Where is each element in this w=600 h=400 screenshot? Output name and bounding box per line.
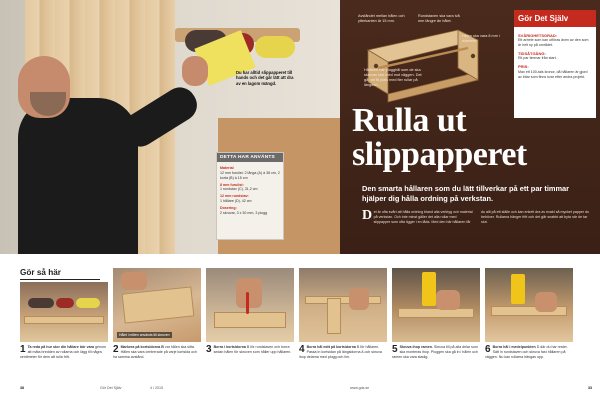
step-6	[485, 268, 573, 360]
gds-title: Gör Det Själv	[514, 10, 596, 27]
step-4	[299, 268, 387, 360]
step-number: 3	[206, 344, 212, 355]
footer-magazine: Gör Det Själv	[100, 386, 122, 390]
man-figure	[18, 98, 138, 254]
step-1-photo	[20, 282, 108, 342]
step-number: 1	[20, 344, 26, 355]
step-title: Borra hål i medelpunkten	[492, 345, 536, 349]
step-number: 4	[299, 344, 305, 355]
step-title: Skruva ihop ramen.	[399, 345, 433, 349]
step-number: 5	[392, 344, 398, 355]
rundstav2-text: 1 hållare (D), 42 cm	[220, 199, 252, 204]
hand	[236, 278, 262, 308]
step-number: 6	[485, 344, 491, 355]
step-2	[113, 268, 201, 360]
subheading: Den smarta hållaren som du lätt tillverkar på ett par timmar hjälper dig hålla ordning på verkstan.	[362, 184, 570, 203]
roll	[28, 298, 54, 308]
diagram-note: Rundstaven ska vara två mm längre än hålet.	[418, 14, 460, 23]
footer-url: www.gds.se	[350, 386, 370, 390]
hero-photo	[0, 0, 340, 254]
intro-text	[362, 210, 592, 225]
roll	[76, 298, 100, 308]
pencil	[246, 292, 249, 314]
diagram-note: Avståndet mellan hålen och ytterkanten är 15 mm.	[358, 14, 405, 23]
steps-heading: Gör så här	[20, 268, 61, 277]
headline-line-1: Rulla ut	[352, 102, 467, 139]
roll	[56, 298, 74, 308]
time-label: TIDSÅTGÅNG:	[518, 51, 546, 57]
difficulty-label: SVÅRIGHETSGRAD:	[518, 33, 558, 38]
photo-callout: Du har alltid slippapperet till hands och det går lätt att dra av en lagom mängd.	[236, 70, 294, 86]
step-number: 2	[113, 344, 119, 355]
hand	[436, 290, 460, 310]
material-label: Material	[220, 166, 234, 170]
left-page-number: 38	[20, 386, 24, 390]
footer-issue: 4 / 2015	[150, 386, 163, 390]
rundstav-label: 8 mm furulist:	[220, 182, 244, 187]
step-body: B för hållaren. Passa in kortsidan på längsidorna A och skruva ihop delarna med plugg och lim.	[299, 345, 382, 359]
dosering-text: 2 skruvar, 3 x 30 mm, 3 plugg	[220, 210, 268, 215]
wood-plank	[305, 296, 381, 304]
step-1	[20, 268, 108, 360]
time-text: Ett par timmar från start.	[518, 56, 557, 61]
step-4-photo	[299, 268, 387, 342]
diagram-note: Hålen ska vara 8 mm i diameter.	[462, 34, 500, 43]
hand	[121, 272, 147, 290]
step-body: genom att mäta bredden av rullarna och lägg till några centimeter för dem att rulla fritt.	[20, 345, 106, 359]
drill	[511, 274, 525, 304]
headline	[352, 104, 597, 172]
wood-plank	[214, 312, 286, 328]
wood-plank	[327, 298, 341, 334]
step-body: Skruva till på alla delar som ska monteras ihop. Pluggen ska gå in i hålen och ramen ska vara stadig.	[392, 345, 478, 359]
diagram-note: Hållaren har plugghål som de ska skruvas fast med mot väggen. Det går att få plats med fler rullar på längden.	[364, 68, 422, 87]
man-hand	[182, 56, 208, 86]
dosering-label: Dosering:	[220, 205, 237, 210]
step-5	[392, 268, 480, 360]
step-5-photo	[392, 268, 480, 342]
step-title: Borra hål mitt på kortsidorna	[306, 345, 356, 349]
step-3	[206, 268, 294, 355]
wood-plank	[122, 286, 195, 323]
hand	[349, 288, 369, 310]
hand	[535, 292, 557, 312]
wood-plank	[398, 308, 474, 318]
step-title: Markera på kortsidorna B	[120, 345, 164, 349]
diagram-hole	[471, 54, 475, 58]
step-body: D där du har rester. Sätt in rundstaven och skruva fast hållaren på väggen. Nu kan rullarna hängas upp.	[485, 345, 568, 359]
photo-caption: Hålet i mitten används till skruven	[119, 333, 170, 337]
step-body: B för rundstaven och borra sedan hålen för skruven som håller upp hållaren.	[213, 345, 292, 354]
material-text: 12 mm furulist: 2 långa (A) à 38 cm, 2 korta (B) à 15 cm	[220, 170, 280, 180]
holder-diagram	[348, 10, 508, 105]
materials-box	[216, 152, 284, 240]
sandpaper-roll-yellow	[255, 36, 295, 58]
headline-line-2: slippapperet	[352, 136, 527, 173]
rundstav2-label: 12 mm rundstav:	[220, 194, 249, 199]
drill	[422, 272, 436, 306]
step-2-photo	[113, 268, 201, 342]
step-title: Borra i kortsidorna	[213, 345, 246, 349]
wood-plank	[24, 316, 104, 324]
price-text: Max ett 100-tals kronor, då hållaren är gjord av bitar som finns kvar efter andra projekt.	[518, 69, 588, 79]
materials-box-title: DETTA HAR ANVÄNTS	[217, 153, 283, 162]
step-body: var hålen ska sitta. Hålen ska vara centrerade på varje kortsida och ha samma avstånd.	[113, 345, 197, 359]
step-title: Ta reda på hur stor din hållare bör vara	[27, 345, 94, 349]
price-label: PRIS:	[518, 64, 529, 70]
right-page-number: 33	[588, 386, 592, 390]
difficulty-text: Ett arbete som kan utföras även av den som är helt ny på området.	[518, 38, 589, 48]
intro-body: et är ofta svårt att hålla ordning bland alla verktyg och material på verkstan. Och inte minst gäller det alla rullar med slippapper som ofta ligger i en låda. Med den här hållaren får du allt på ett ställe och kan enkelt dra av exakt så mycket papper du behöver. Rullarna hänger fritt och det går snabbt att byta när de tar slut.	[373, 210, 590, 224]
rundstav-text: 1 rundstav (C), 31,2 cm	[220, 187, 258, 192]
step-3-photo	[206, 268, 294, 342]
gds-sidebar	[514, 10, 596, 118]
drop-cap: D	[362, 208, 373, 223]
step-6-photo	[485, 268, 573, 342]
